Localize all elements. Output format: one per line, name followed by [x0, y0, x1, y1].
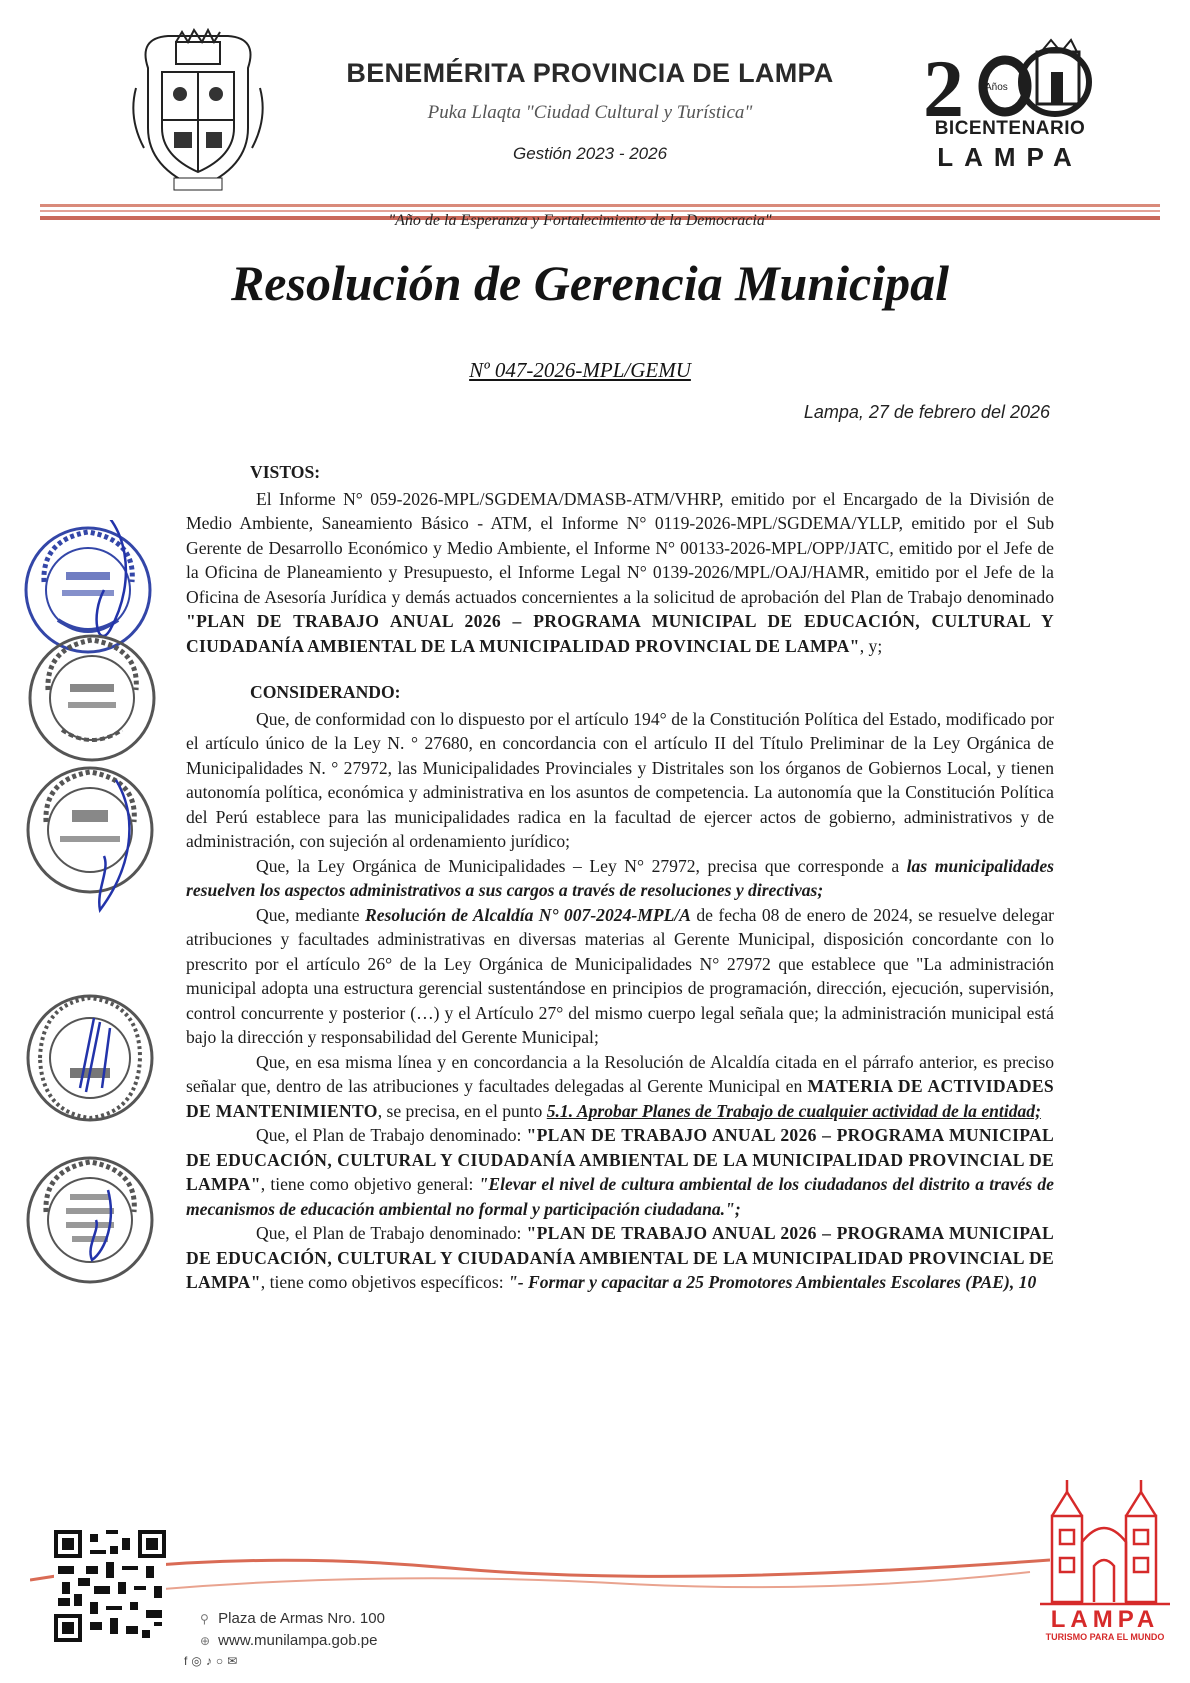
- seal-area-tecnica: [20, 1150, 160, 1295]
- resolution-body: [186, 460, 1054, 1295]
- considerando-paragraph-2: Que, la Ley Orgánica de Municipalidades – Ley N° 27972, precisa que corresponde a las municipalidades resuelven los aspectos administrativos a sus cargos a través de resoluciones y directivas;: [186, 855, 1055, 900]
- institution-name: BENEMÉRITA PROVINCIA DE LAMPA: [346, 58, 834, 88]
- institution-motto: Puka Llaqta "Ciudad Cultural y Turística": [427, 102, 753, 123]
- tiktok-icon: ♪: [205, 1654, 216, 1668]
- footer-social-icons: [184, 1654, 241, 1668]
- seal-sgdema: [20, 988, 160, 1133]
- footer-wave-decoration: [30, 1540, 1050, 1600]
- qr-code: [54, 1530, 166, 1642]
- instagram-icon: ◎: [191, 1654, 206, 1668]
- bicentennial-label: BICENTENARIO: [934, 118, 1086, 139]
- tourism-slogan: TURISMO PARA EL MUNDO: [1045, 1632, 1165, 1642]
- bicentennial-city: LAMPA: [937, 142, 1083, 172]
- considerando-heading: CONSIDERANDO:: [250, 682, 401, 702]
- considerando-paragraph-3: Que, mediante Resolución de Alcaldía N° 007-2024-MPL/A de fecha 08 de enero de 2024, se resuelve delegar atribuciones y facultades administrativas en diversas materias al Gerente Municipal, disposición concordante con lo prescrito por el artículo 26° de la Ley Orgánica de Municipalidades N° 27972 que establece que "La administración municipal adopta una estructura gerencial sustentándose en principios de programación, dirección, ejecución, supervisión, control concurrente y posterior (…) y el Artículo 27° del mismo cuerpo legal señala que; la administración municipal está bajo la dirección y responsabilidad del Gerente Municipal;: [186, 904, 1054, 1047]
- svg-text:2: 2: [923, 43, 964, 134]
- vistos-paragraph: El Informe N° 059-2026-MPL/SGDEMA/DMASB-ATM/VHRP, emitido por el Encargado de la División de Medio Ambiente, Saneamiento Básico - ATM, el Informe N° 0119-2026-MPL/SGDEMA/YLLP, emitido por el Sub Gerente de Desarrollo Económico y Medio Ambiente, el Informe N° 00133-2026-MPL/OPP/JATC, emitido por el Jefe de la Oficina de Planeamiento y Presupuesto, el Informe Legal N° 0139-2026/MPL/OAJ/HAMR, emitido por el Jefe de la Oficina de Asesoría Jurídica y demás actuados concernientes a la solicitud de aprobación del Plan de Trabajo denominado "PLAN DE TRABAJO ANUAL 2026 – PROGRAMA MUNICIPAL DE EDUCACIÓN, CULTURAL Y CIUDADANÍA AMBIENTAL DE LA MUNICIPALIDAD PROVINCIAL DE LAMPA", y;: [186, 488, 1054, 656]
- seal-asesoria-juridica: [22, 628, 162, 773]
- tourism-city-name: LAMPA: [1050, 1606, 1160, 1633]
- administration-term: Gestión 2023 - 2026: [512, 144, 668, 163]
- year-motto: "Año de la Esperanza y Fortalecimiento de la Democracia": [388, 212, 772, 229]
- header-rule: [40, 204, 1160, 207]
- seal-planeamiento: [20, 760, 170, 925]
- footer-address: [200, 1610, 385, 1627]
- coat-of-arms-logo: [128, 28, 268, 198]
- location-pin-icon: ⚲: [200, 1612, 209, 1626]
- plan-title: "PLAN DE TRABAJO ANUAL 2026 – PROGRAMA MUNICIPAL DE EDUCACIÓN, CULTURAL Y CIUDADANÍA AMBIENTAL DE LA MUNICIPALIDAD PROVINCIAL DE LAMPA": [186, 611, 1054, 656]
- bicentennial-anios: Años: [985, 82, 1008, 93]
- considerando-paragraph-5: Que, el Plan de Trabajo denominado: "PLAN DE TRABAJO ANUAL 2026 – PROGRAMA MUNICIPAL DE EDUCACIÓN, CULTURAL Y CIUDADANÍA AMBIENTAL DE LA MUNICIPALIDAD PROVINCIAL DE LAMPA", tiene como objetivo general: "Elevar el nivel de cultura ambiental de los ciudadanos del distrito a través de mecanismos de educación ambiental no formal y participación ciudadana.";: [186, 1125, 1054, 1219]
- resolution-number: Nº 047-2026-MPL/GEMU: [469, 358, 691, 382]
- facebook-icon: f: [184, 1654, 192, 1668]
- globe-icon: ⊕: [200, 1634, 211, 1648]
- considerando-paragraph-1: Que, de conformidad con lo dispuesto por el artículo 194° de la Constitución Política del Estado, modificado por el artículo único de la Ley N. ° 27680, en concordancia con el artículo II del Título Preliminar de la Ley Orgánica de Municipalidades N. ° 27972, las Municipalidades Provinciales y Distritales son los órganos de Gobiernos Local, y tienen autonomía política, económica y administrativa en los asuntos de competencia. La autonomía que la Constitución Política del Perú establece para las municipalidades radica en la facultad de ejercer actos de gobierno, administrativos y de administración, con sujeción al ordenamiento jurídico;: [186, 708, 1054, 851]
- vistos-heading: VISTOS:: [250, 462, 321, 482]
- footer-website: [200, 1632, 377, 1649]
- email-icon: ✉: [227, 1654, 242, 1668]
- considerando-paragraph-6: Que, el Plan de Trabajo denominado: "PLAN DE TRABAJO ANUAL 2026 – PROGRAMA MUNICIPAL DE EDUCACIÓN, CULTURAL Y CIUDADANÍA AMBIENTAL DE LA MUNICIPALIDAD PROVINCIAL DE LAMPA", tiene como objetivos específicos: "- Formar y capacitar a 25 Promotores Ambientales Escolares (PAE), 10: [186, 1223, 1054, 1292]
- document-type-title: Resolución de Gerencia Municipal: [230, 255, 950, 311]
- footer-website-text: www.munilampa.gob.pe: [218, 1632, 378, 1649]
- footer-address-text: Plaza de Armas Nro. 100: [218, 1610, 385, 1627]
- considerando-paragraph-4: Que, en esa misma línea y en concordancia a la Resolución de Alcaldía citada en el párrafo anterior, es preciso señalar que, dentro de las atribuciones y facultades delegadas al Gerente Municipal en MATERIA DE ACTIVIDADES DE MANTENIMIENTO, se precisa, en el punto 5.1. Aprobar Planes de Trabajo de cualquier actividad de la entidad;: [186, 1051, 1054, 1121]
- whatsapp-icon: ○: [215, 1654, 228, 1668]
- place-and-date: Lampa, 27 de febrero del 2026: [803, 402, 1050, 422]
